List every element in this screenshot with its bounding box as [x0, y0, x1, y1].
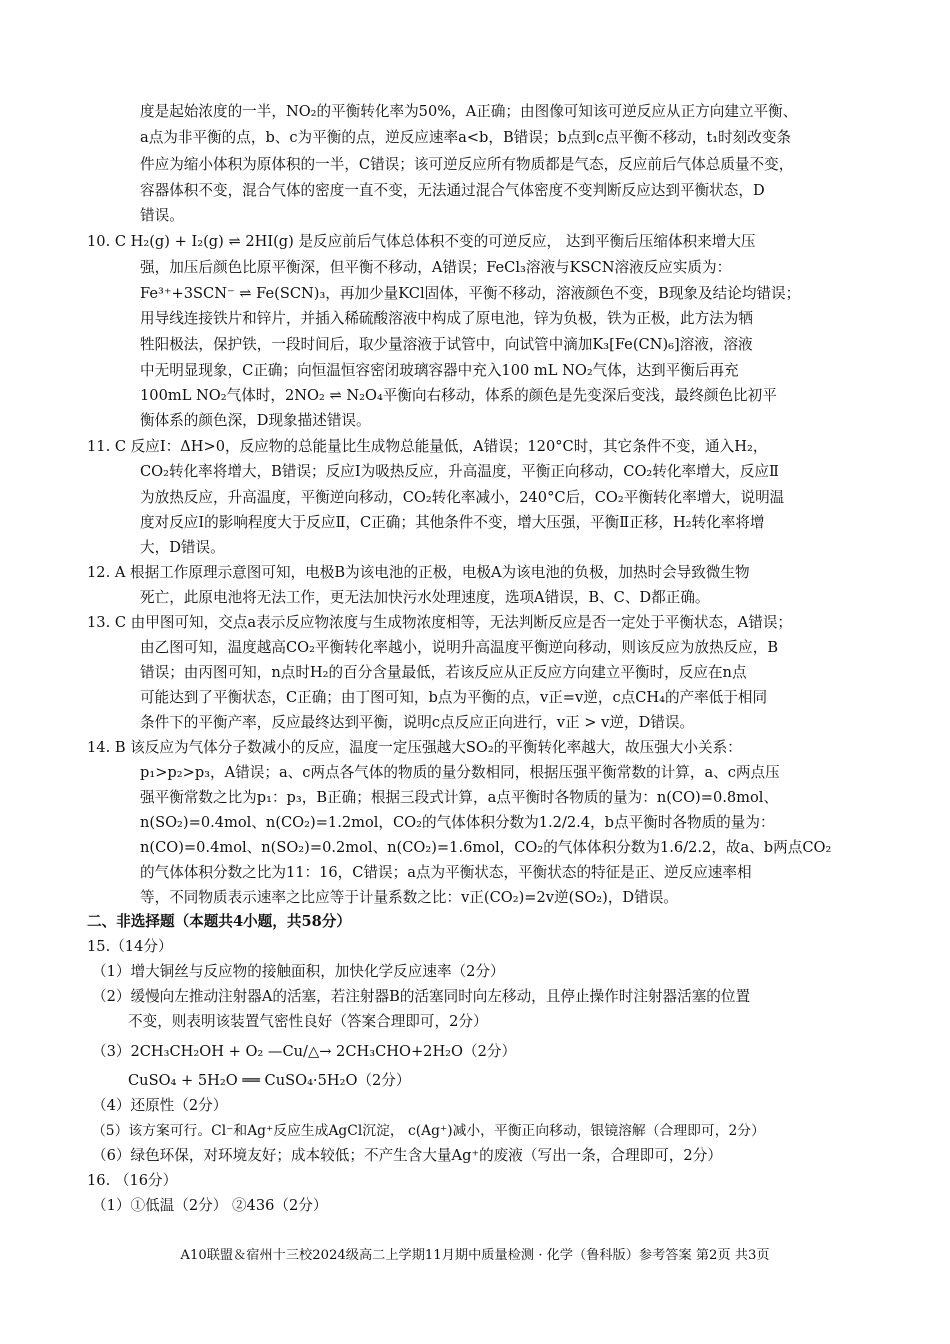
answer-14: 14. B 该反应为气体分子数减小的反应，温度一定压强越大SO₂的平衡转化率越大，故压强大小关系： — [87, 739, 742, 756]
section-heading: 二、非选择题（本题共4小题，共58分） — [87, 913, 351, 930]
question-15-heading: 15.（14分） — [87, 938, 173, 955]
text-line: 牲阳极法，保护铁，一段时间后，取少量溶液于试管中，向试管中滴加K₃[Fe(CN)₆]溶液，溶液 — [140, 336, 753, 353]
answer-10: 10. C H₂(g) + I₂(g) ⇌ 2HI(g) 是反应前后气体总体积不变的可逆反应， 达到平衡后压缩体积来增大压 — [87, 233, 756, 250]
text-line: 度对反应Ⅰ的影响程度大于反应Ⅱ，C正确；其他条件不变，增大压强，平衡Ⅱ正移，H₂转化率将增 — [140, 514, 765, 531]
text-line: （4）还原性（2分） — [92, 1097, 228, 1114]
answer-11: 11. C 反应Ⅰ：ΔH>0，反应物的总能量比生成物总能量低，A错误；120°C时，其它条件不变，通入H₂， — [87, 438, 768, 455]
text-line: 条件下的平衡产率，反应最终达到平衡，说明c点反应正向进行，v正 > v逆，D错误。 — [140, 714, 695, 731]
text-line: 容器体积不变，混合气体的密度一直不变，无法通过混合气体密度不变判断反应达到平衡状态，D — [140, 182, 765, 199]
page-footer: A10联盟＆宿州十三校2024级高二上学期11月期中质量检测 · 化学（鲁科版）参考答案 第2页 共3页 — [180, 1248, 770, 1263]
text-line: 为放热反应，升高温度，平衡逆向移动，CO₂转化率减小，240°C后，CO₂平衡转化率增大，说明温 — [140, 489, 785, 506]
text-line: （3）2CH₃CH₂OH + O₂ —Cu/△→ 2CH₃CHO+2H₂O（2分） — [92, 1043, 517, 1060]
answer-13: 13. C 由甲图可知，交点a表示反应物浓度与生成物浓度相等，无法判断反应是否一定处于平衡状态，A错误； — [87, 614, 793, 631]
text-line: （5）该方案可行。Cl⁻和Ag⁺反应生成AgCl沉淀， c(Ag⁺)减小，平衡正向移动，银镜溶解（合理即可，2分） — [92, 1123, 765, 1139]
text-line: 可能达到了平衡状态，C正确；由丁图可知，b点为平衡的点，v正=v逆，c点CH₄的产率低于相同 — [140, 689, 768, 706]
text-line: 等，不同物质表示速率之比应等于计量系数之比：v正(CO₂)=2v逆(SO₂)，D错误。 — [140, 889, 678, 906]
text-line: n(CO)=0.4mol、n(SO₂)=0.2mol、n(CO₂)=1.6mol，CO₂的气体体积分数为1.6/2.2，故a、b两点CO₂ — [140, 839, 832, 856]
text-line: n(SO₂)=0.4mol、n(CO₂)=1.2mol，CO₂的气体体积分数为1.2/2.4，b点平衡时各物质的量为： — [140, 814, 775, 831]
text-line: 用导线连接铁片和锌片，并插入稀硫酸溶液中构成了原电池，锌为负极，铁为正极，此方法为牺 — [140, 310, 753, 327]
text-line: 错误；由丙图可知，n点时H₂的百分含量最低，若该反应从正反应方向建立平衡时，反应在n点 — [140, 664, 747, 681]
text-line: Fe³⁺+3SCN⁻ ⇌ Fe(SCN)₃，再加少量KCl固体，平衡不移动，溶液颜色不变，B现象及结论均错误； — [140, 285, 801, 302]
text-line: 错误。 — [140, 207, 184, 224]
text-line: 强，加压后颜色比原平衡深，但平衡不移动，A错误；FeCl₃溶液与KSCN溶液反应实质为： — [140, 259, 732, 276]
text-line: 度是起始浓度的一半，NO₂的平衡转化率为50%，A正确；由图像可知该可逆反应从正方向建立平衡、 — [140, 103, 798, 120]
text-line: 强平衡常数之比为p₁：p₃，B正确；根据三段式计算，a点平衡时各物质的量为：n(CO)=0.8mol、 — [140, 789, 779, 806]
text-line: （1）增大铜丝与反应物的接触面积，加快化学反应速率（2分） — [92, 963, 505, 980]
text-line: 由乙图可知，温度越高CO₂平衡转化率越小，说明升高温度平衡逆向移动，则该反应为放热反应，B — [140, 639, 779, 656]
text-line: （6）绿色环保，对环境友好；成本较低；不产生含大量Ag⁺的废液（写出一条，合理即可，2分） — [92, 1147, 722, 1164]
text-line: 件应为缩小体积为原体积的一半，C错误；该可逆反应所有物质都是气态，反应前后气体总质量不变， — [140, 156, 794, 173]
text-line: 100mL NO₂气体时，2NO₂ ⇌ N₂O₄平衡向右移动，体系的颜色是先变深后变浅，最终颜色比初平 — [140, 387, 777, 404]
answer-12: 12. A 根据工作原理示意图可知，电极B为该电池的正极，电极A为该电池的负极，加热时会导致微生物 — [87, 564, 750, 581]
text-line: 衡体系的颜色深，D现象描述错误。 — [140, 412, 371, 429]
text-line: CO₂转化率将增大，B错误；反应Ⅰ为吸热反应，升高温度，平衡正向移动，CO₂转化率增大，反应Ⅱ — [140, 463, 779, 480]
text-line: a点为非平衡的点，b、c为平衡的点，逆反应速率a<b，B错误；b点到c点平衡不移动，t₁时刻改变条 — [140, 129, 792, 146]
text-line: 大，D错误。 — [140, 539, 225, 556]
text-line: （1）①低温（2分） ②436（2分） — [92, 1197, 328, 1214]
text-line: （2）缓慢向左推动注射器A的活塞，若注射器B的活塞同时向左移动，且停止操作时注射器活塞的位置 — [92, 988, 751, 1005]
question-16-heading: 16. （16分） — [87, 1172, 178, 1189]
text-line: CuSO₄ + 5H₂O ══ CuSO₄·5H₂O（2分） — [128, 1072, 411, 1089]
text-line: p₁>p₂>p₃，A错误；a、c两点各气体的物质的量分数相同，根据压强平衡常数的计算，a、c两点压 — [140, 764, 780, 781]
text-line: 中无明显现象，C正确；向恒温恒容密闭玻璃容器中充入100 mL NO₂气体，达到平衡后再充 — [140, 362, 739, 379]
text-line: 死亡，此原电池将无法工作，更无法加快污水处理速度，选项A错误，B、C、D都正确。 — [140, 589, 710, 606]
text-line: 的气体体积分数之比为11：16，C错误；a点为平衡状态，平衡状态的特征是正、逆反应速率相 — [140, 864, 752, 881]
text-line: 不变，则表明该装置气密性良好（答案合理即可，2分） — [128, 1013, 488, 1030]
